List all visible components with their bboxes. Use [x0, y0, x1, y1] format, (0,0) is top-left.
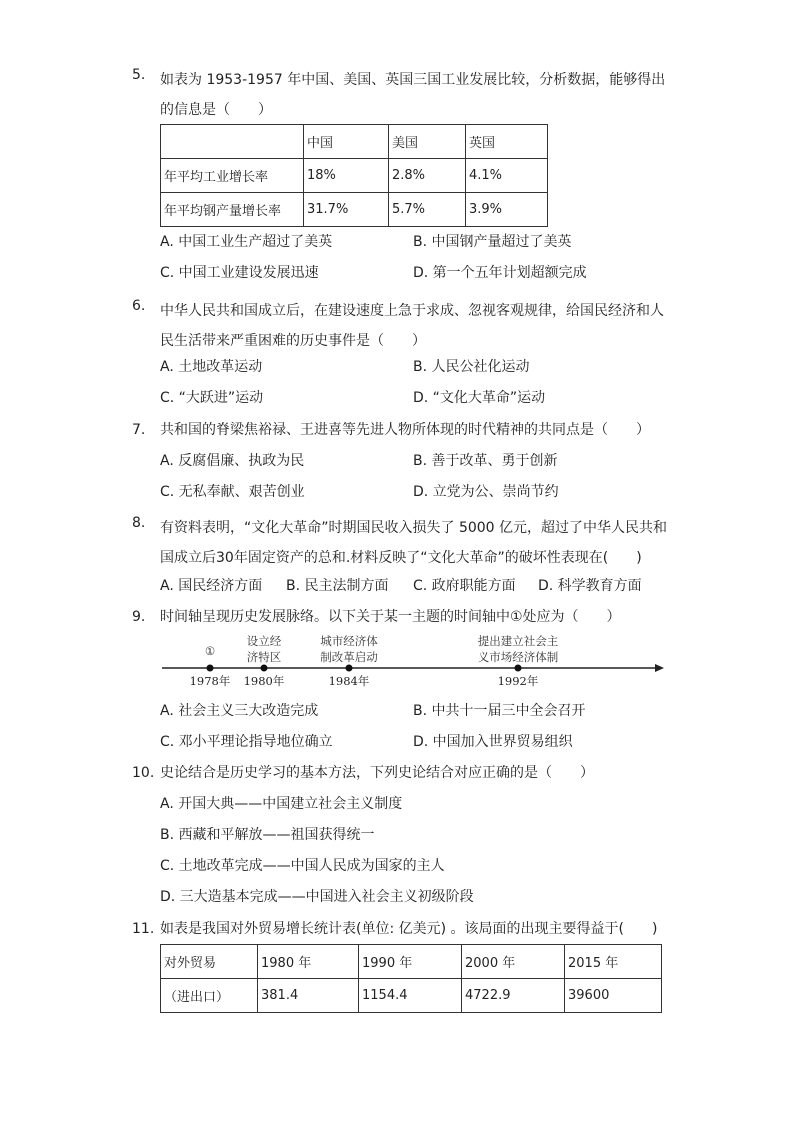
timeline-year: 1992年 — [497, 674, 539, 688]
option-b[interactable]: B. 西藏和平解放——祖国获得统一 — [160, 827, 375, 843]
option-d[interactable]: D. 中国加入世界贸易组织 — [413, 734, 573, 750]
question-number: 7. — [132, 422, 146, 438]
question-11 — [132, 919, 672, 939]
timeline-mark-1984 — [320, 634, 378, 688]
table-cell: 1990 年 — [359, 945, 462, 979]
option-c[interactable]: C. “大跃进”运动 — [160, 390, 264, 406]
question-9 — [132, 607, 672, 627]
timeline-label: 城市经济体 — [320, 634, 378, 648]
question-5 — [132, 65, 672, 125]
table-cell: 对外贸易 — [161, 945, 258, 979]
timeline-label: 设立经 — [246, 634, 282, 648]
option-d[interactable]: D. “文化大革命”运动 — [413, 390, 546, 406]
table-cell: （进出口） — [161, 979, 258, 1013]
table-cell: 3.9% — [466, 193, 548, 227]
table-cell: 4722.9 — [462, 979, 565, 1013]
timeline-dot — [515, 665, 522, 672]
timeline — [150, 630, 670, 692]
option-a[interactable]: A. 社会主义三大改造完成 — [160, 703, 319, 719]
question-stem: 中华人民共和国成立后，在建设速度上急于求成、忽视客观规律，给国民经济和人民生活带来严重困难的历史事件是（ ） — [160, 303, 664, 349]
option-a[interactable]: A. 开国大典——中国建立社会主义制度 — [160, 796, 403, 812]
question-stem: 史论结合是历史学习的基本方法，下列史论结合对应正确的是（ ） — [160, 765, 594, 781]
timeline-dot — [261, 665, 268, 672]
option-b[interactable]: B. 中国钢产量超过了美英 — [413, 234, 572, 250]
timeline-arrow — [655, 664, 664, 672]
question-stem: 时间轴呈现历史发展脉络。以下关于某一主题的时间轴中①处应为（ ） — [160, 609, 621, 625]
option-a[interactable]: A. 反腐倡廉、执政为民 — [160, 453, 305, 469]
table-industry-growth — [160, 124, 548, 227]
question-number: 5. — [132, 67, 146, 83]
question-8 — [132, 513, 672, 573]
option-c[interactable]: C. 政府职能方面 — [413, 578, 516, 594]
table-row — [161, 193, 548, 227]
table-cell: 381.4 — [258, 979, 359, 1013]
timeline-label: 济特区 — [246, 650, 282, 664]
table-row — [161, 979, 662, 1013]
table-cell: 2000 年 — [462, 945, 565, 979]
question-number: 8. — [132, 515, 146, 531]
timeline-year: 1984年 — [328, 674, 370, 688]
option-a[interactable]: A. 土地改革运动 — [160, 359, 263, 375]
option-b[interactable]: B. 人民公社化运动 — [413, 359, 530, 375]
option-a[interactable]: A. 中国工业生产超过了美英 — [160, 234, 333, 250]
option-c[interactable]: C. 邓小平理论指导地位确立 — [160, 734, 333, 750]
table-cell: 31.7% — [304, 193, 389, 227]
table-cell: 年平均工业增长率 — [161, 159, 304, 193]
table-cell: 5.7% — [389, 193, 466, 227]
option-d[interactable]: D. 第一个五年计划超额完成 — [413, 265, 587, 281]
table-header-row — [161, 945, 662, 979]
question-stem: 有资料表明，“文化大革命”时期国民收入损失了 5000 亿元，超过了中华人民共和国成立后30年固定资产的总和.材料反映了“文化大革命”的破坏性表现在( ) — [160, 520, 668, 566]
timeline-mark-1978 — [190, 644, 231, 688]
table-cell: 18% — [304, 159, 389, 193]
option-b[interactable]: B. 民主法制方面 — [286, 578, 389, 594]
timeline-label: 义市场经济体制 — [477, 650, 559, 664]
timeline-mark-1980 — [244, 634, 285, 688]
question-stem: 如表为 1953-1957 年中国、美国、英国三国工业发展比较，分析数据，能够得出的信息是（ ） — [160, 72, 666, 118]
table-cell: 中国 — [304, 125, 389, 159]
question-10 — [132, 763, 672, 783]
option-b[interactable]: B. 善于改革、勇于创新 — [413, 453, 558, 469]
table-cell: 2015 年 — [565, 945, 662, 979]
table-cell: 美国 — [389, 125, 466, 159]
table-cell: 英国 — [466, 125, 548, 159]
option-d[interactable]: D. 科学教育方面 — [538, 578, 642, 594]
timeline-label: ① — [204, 644, 216, 658]
question-7 — [132, 420, 672, 440]
table-cell: 1980 年 — [258, 945, 359, 979]
question-number: 6. — [132, 298, 146, 314]
table-cell: 4.1% — [466, 159, 548, 193]
table-cell: 2.8% — [389, 159, 466, 193]
option-d[interactable]: D. 立党为公、崇尚节约 — [413, 484, 559, 500]
option-c[interactable]: C. 无私奉献、艰苦创业 — [160, 484, 305, 500]
timeline-dot — [346, 665, 353, 672]
timeline-year: 1978年 — [189, 674, 231, 688]
timeline-year: 1980年 — [243, 674, 285, 688]
question-number: 9. — [132, 609, 146, 625]
option-d[interactable]: D. 三大造基本完成——中国进入社会主义初级阶段 — [160, 889, 474, 905]
table-cell: 年平均钢产量增长率 — [161, 193, 304, 227]
table-row — [161, 159, 548, 193]
table-header-row — [161, 125, 548, 159]
question-stem: 如表是我国对外贸易增长统计表(单位: 亿美元) 。该局面的出现主要得益于( ) — [160, 921, 658, 937]
table-cell — [161, 125, 304, 159]
option-b[interactable]: B. 中共十一届三中全会召开 — [413, 703, 586, 719]
question-6 — [132, 296, 672, 356]
table-foreign-trade — [160, 944, 662, 1013]
timeline-mark-1992 — [478, 634, 559, 688]
timeline-dot — [207, 665, 214, 672]
timeline-label: 制改革启动 — [320, 650, 378, 664]
question-number: 11. — [132, 921, 155, 937]
option-c[interactable]: C. 中国工业建设发展迅速 — [160, 265, 319, 281]
question-number: 10. — [132, 765, 155, 781]
table-cell: 1154.4 — [359, 979, 462, 1013]
option-a[interactable]: A. 国民经济方面 — [160, 578, 263, 594]
timeline-label: 提出建立社会主 — [477, 634, 559, 648]
option-c[interactable]: C. 土地改革完成——中国人民成为国家的主人 — [160, 858, 445, 874]
question-stem: 共和国的脊梁焦裕禄、王进喜等先进人物所体现的时代精神的共同点是（ ） — [160, 422, 650, 438]
table-cell: 39600 — [565, 979, 662, 1013]
